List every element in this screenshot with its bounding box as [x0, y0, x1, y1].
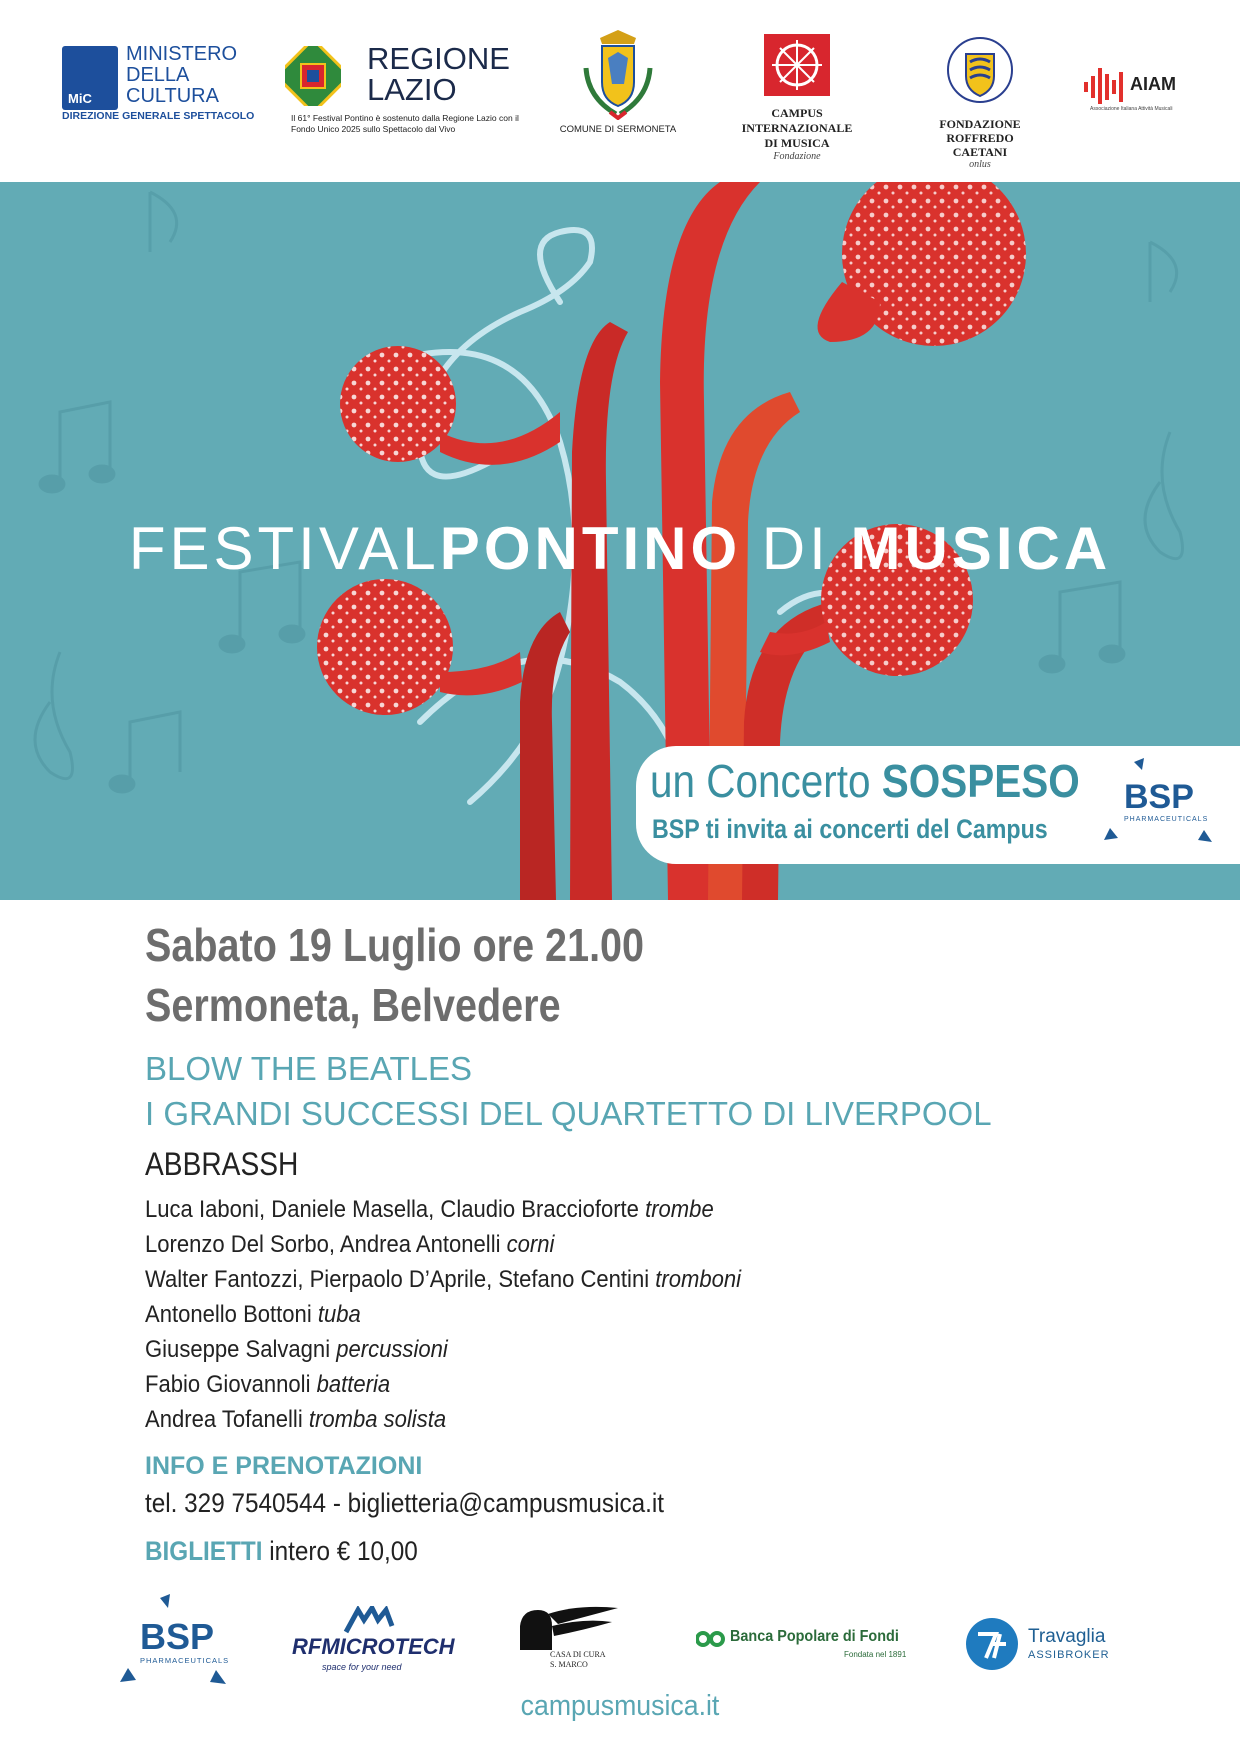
performer-instrument: corni: [506, 1231, 555, 1258]
rf-microtech-logo: RFMICROTECH space for your need: [292, 1606, 462, 1676]
rf-wave-icon: [342, 1606, 402, 1634]
lazio-line1: REGIONE: [367, 41, 510, 76]
bsp-subtitle: PHARMACEUTICALS: [1124, 816, 1209, 823]
campus-caption: CAMPUS INTERNAZIONALE DI MUSICA: [741, 106, 853, 150]
program-title: BLOW THE BEATLES I GRANDI SUCCESSI DEL QUARTETTO DI LIVERPOOL: [145, 1050, 992, 1132]
san-marco-caption: CASA DI CURA S. MARCO: [550, 1650, 606, 1669]
performer-instrument: tromboni: [655, 1266, 742, 1293]
performer-instrument: tromba solista: [308, 1406, 447, 1433]
top-sponsor-bar: [0, 0, 1240, 182]
bsp-pharmaceuticals-logo: BSP PHARMACEUTICALS: [118, 1594, 238, 1686]
mic-line1: MINISTERO: [126, 43, 238, 65]
campus-musica-logo: [722, 34, 872, 174]
performer-instrument: tuba: [317, 1301, 361, 1328]
performer-instrument: batteria: [316, 1371, 391, 1398]
performer-row: [145, 1262, 741, 1297]
fondazione-subcaption: onlus: [969, 159, 991, 170]
bsp-word: BSP: [1124, 778, 1194, 816]
performer-names: Antonello Bottoni: [145, 1301, 318, 1328]
lazio-funding-note: Il 61° Festival Pontino è sostenuto dalla Regione Lazio con il Fondo Unico 2025 sullo Spettacolo dal Vivo: [291, 113, 519, 134]
casa-di-cura-san-marco-logo: [518, 1604, 623, 1684]
mic-badge-icon: MiC: [62, 46, 118, 110]
comune-caption: COMUNE DI SERMONETA: [559, 124, 677, 135]
website-link[interactable]: campusmusica.it: [520, 1690, 720, 1722]
performer-row: [145, 1402, 741, 1437]
aiam-word: AIAM: [1130, 74, 1176, 94]
banca-popolare-fondi-logo: Banca Popolare di Fondi Fondata nel 1891: [694, 1626, 914, 1666]
performer-names: Giuseppe Salvagni: [145, 1336, 337, 1363]
ministero-cultura-logo: [62, 44, 262, 124]
contact-line: tel. 329 7540544 - biglietteria@campusmusica.it: [145, 1488, 665, 1518]
performer-row: [145, 1332, 741, 1367]
mic-subtitle: DIREZIONE GENERALE SPETTACOLO: [62, 110, 255, 122]
travaglia-circle-icon: [966, 1618, 1018, 1670]
performer-names: Lorenzo Del Sorbo, Andrea Antonelli: [145, 1231, 507, 1258]
bsp-invite-text: BSP ti invita ai concerti del Campus: [652, 814, 1048, 844]
aiam-subtitle: Associazione Italiana Attività Musicali: [1090, 106, 1173, 112]
sermoneta-crest-icon: [578, 28, 658, 120]
event-place: Sermoneta, Belvedere: [145, 979, 561, 1031]
aiam-bars-icon: [1082, 66, 1128, 106]
performer-row: [145, 1297, 741, 1332]
bsp-logo-small: [1104, 758, 1214, 848]
campus-subcaption: Fondazione: [773, 151, 821, 162]
comune-sermoneta-logo: [548, 28, 688, 142]
aiam-logo: [1082, 62, 1192, 112]
travaglia-assibroker-logo: Travaglia ASSIBROKER: [966, 1618, 1126, 1678]
tickets-line: BIGLIETTI intero € 10,00: [145, 1536, 418, 1566]
performer-names: Andrea Tofanelli: [145, 1406, 309, 1433]
mic-line2: DELLA: [126, 64, 190, 86]
mic-line3: CULTURA: [126, 85, 219, 107]
campus-mark-icon: [764, 34, 830, 96]
bottom-sponsor-bar: [0, 1592, 1240, 1752]
fondazione-caption: FONDAZIONE ROFFREDO CAETANI: [939, 117, 1021, 159]
lazio-crest-icon: [285, 46, 341, 106]
performer-names: Walter Fantozzi, Pierpaolo D’Aprile, Stefano Centini: [145, 1266, 656, 1293]
performer-row: [145, 1227, 741, 1262]
festival-title: FESTIVALPONTINO DI MUSICA: [128, 515, 1112, 582]
concerto-sospeso-heading: un Concerto SOSPESO: [650, 755, 1080, 807]
performer-instrument: trombe: [645, 1196, 714, 1223]
performer-names: Fabio Giovannoli: [145, 1371, 317, 1398]
bpf-mark-icon: [696, 1628, 726, 1650]
festival-hero-banner: [0, 182, 1240, 900]
performer-row: [145, 1367, 741, 1402]
performer-row: [145, 1192, 741, 1227]
performer-names: Luca Iaboni, Daniele Masella, Claudio Braccioforte: [145, 1196, 646, 1223]
lazio-line2: LAZIO: [367, 72, 457, 107]
concerto-sospeso-banner: [636, 746, 1240, 864]
ensemble-name: ABBRASSH: [145, 1146, 299, 1182]
event-date: Sabato 19 Luglio ore 21.00: [145, 919, 645, 971]
fondazione-caetani-logo: [915, 36, 1045, 176]
caetani-seal-icon: [946, 36, 1014, 104]
info-heading: INFO E PRENOTAZIONI: [145, 1452, 423, 1480]
performers-list: [145, 1192, 807, 1437]
regione-lazio-logo: [285, 41, 519, 144]
winged-lion-icon: [518, 1604, 623, 1654]
performer-instrument: percussioni: [336, 1336, 448, 1363]
